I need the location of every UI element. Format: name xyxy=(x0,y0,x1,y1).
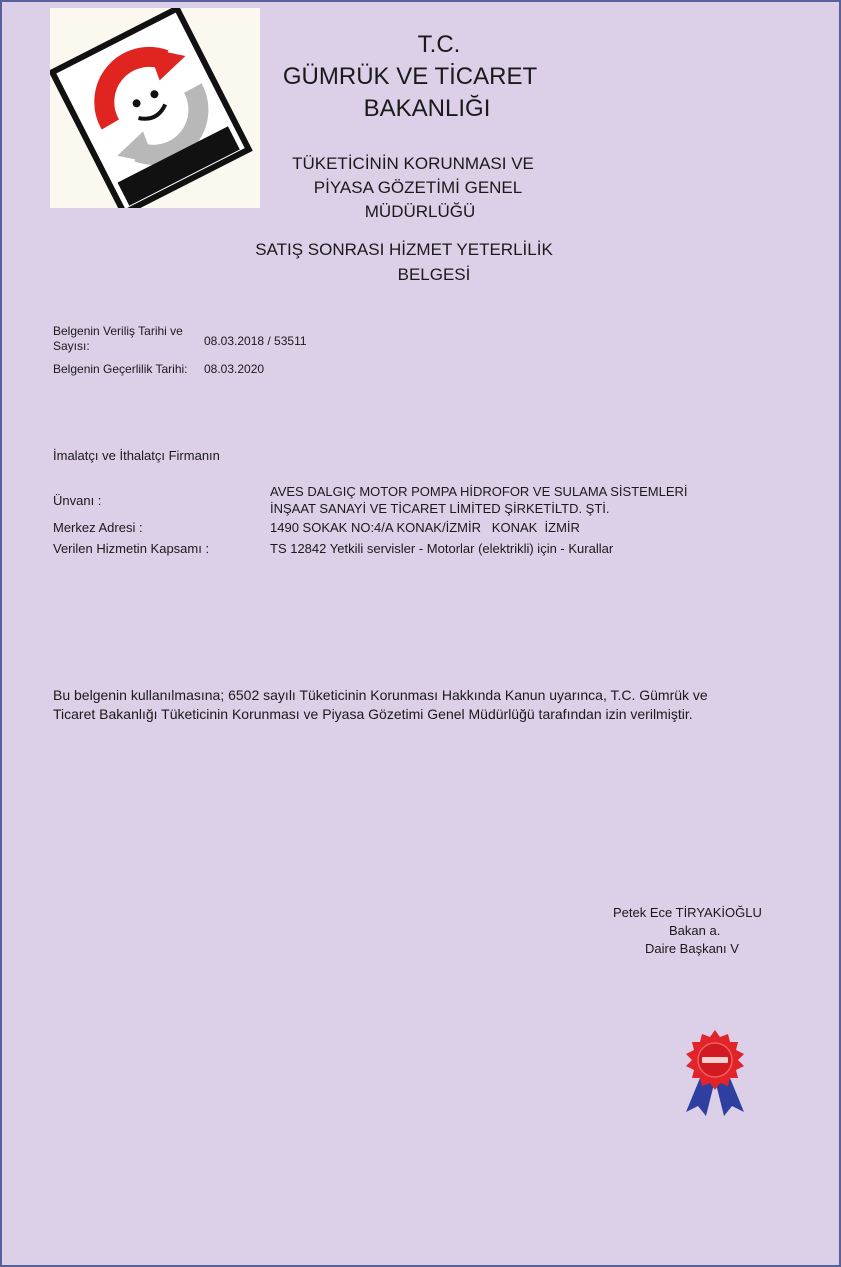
firm-title-label: Ünvanı : xyxy=(53,493,102,508)
doc-title-line1: SATIŞ SONRASI HİZMET YETERLİLİK xyxy=(255,240,553,259)
bilgilen-logo xyxy=(50,8,260,208)
validity-date-value: 08.03.2020 xyxy=(204,362,265,376)
service-scope-label: Verilen Hizmetin Kapsamı : xyxy=(53,541,210,556)
firm-address-value: 1490 SOKAK NO:4/A KONAK/İZMİR KONAK İZMİR xyxy=(270,520,580,535)
issue-date-label-line2: Sayısı: xyxy=(53,339,90,353)
directorate-line2: PİYASA GÖZETİMİ GENEL xyxy=(313,178,523,197)
issue-date-label-line1: Belgenin Veriliş Tarihi ve xyxy=(53,324,183,338)
firm-title-value-line1: AVES DALGIÇ MOTOR POMPA HİDROFOR VE SULAMA SİSTEMLERİ xyxy=(270,484,688,499)
signatory-role: Bakan a. xyxy=(669,923,721,938)
doc-title-line2: BELGESİ xyxy=(397,265,471,284)
bilgilen-logo-icon xyxy=(50,8,260,208)
service-scope-value: TS 12842 Yetkili servisler - Motorlar (elektrikli) için - Kurallar xyxy=(270,541,614,556)
statement-line1: Bu belgenin kullanılmasına; 6502 sayılı Tüketicinin Korunması Hakkında Kanun uyarınca, T.C. Gümrük ve xyxy=(53,687,708,703)
signatory-name: Petek Ece TİRYAKİOĞLU xyxy=(613,905,762,920)
firm-title-value-line2: İNŞAAT SANAYİ VE TİCARET LİMİTED ŞİRKETİLTD. ŞTİ. xyxy=(270,501,610,516)
rosette-seal xyxy=(678,1026,752,1118)
statement-line2: Ticaret Bakanlığı Tüketicinin Korunması ve Piyasa Gözetimi Genel Müdürlüğü tarafından izin verilmiştir. xyxy=(53,706,693,722)
validity-date-label: Belgenin Geçerlilik Tarihi: xyxy=(53,362,188,376)
directorate-line1: TÜKETİCİNİN KORUNMASI VE xyxy=(292,154,534,173)
rosette-seal-icon xyxy=(678,1026,752,1118)
signatory-title: Daire Başkanı V xyxy=(645,941,739,956)
firm-section-heading: İmalatçı ve İthalatçı Firmanın xyxy=(53,448,220,463)
firm-address-label: Merkez Adresi : xyxy=(53,520,143,535)
header-ministry-line1: GÜMRÜK VE TİCARET xyxy=(282,63,538,90)
header-ministry-line2: BAKANLIĞI xyxy=(363,95,491,122)
directorate-line3: MÜDÜRLÜĞÜ xyxy=(364,202,476,221)
header-country: T.C. xyxy=(417,31,461,58)
issue-date-value: 08.03.2018 / 53511 xyxy=(204,334,307,348)
